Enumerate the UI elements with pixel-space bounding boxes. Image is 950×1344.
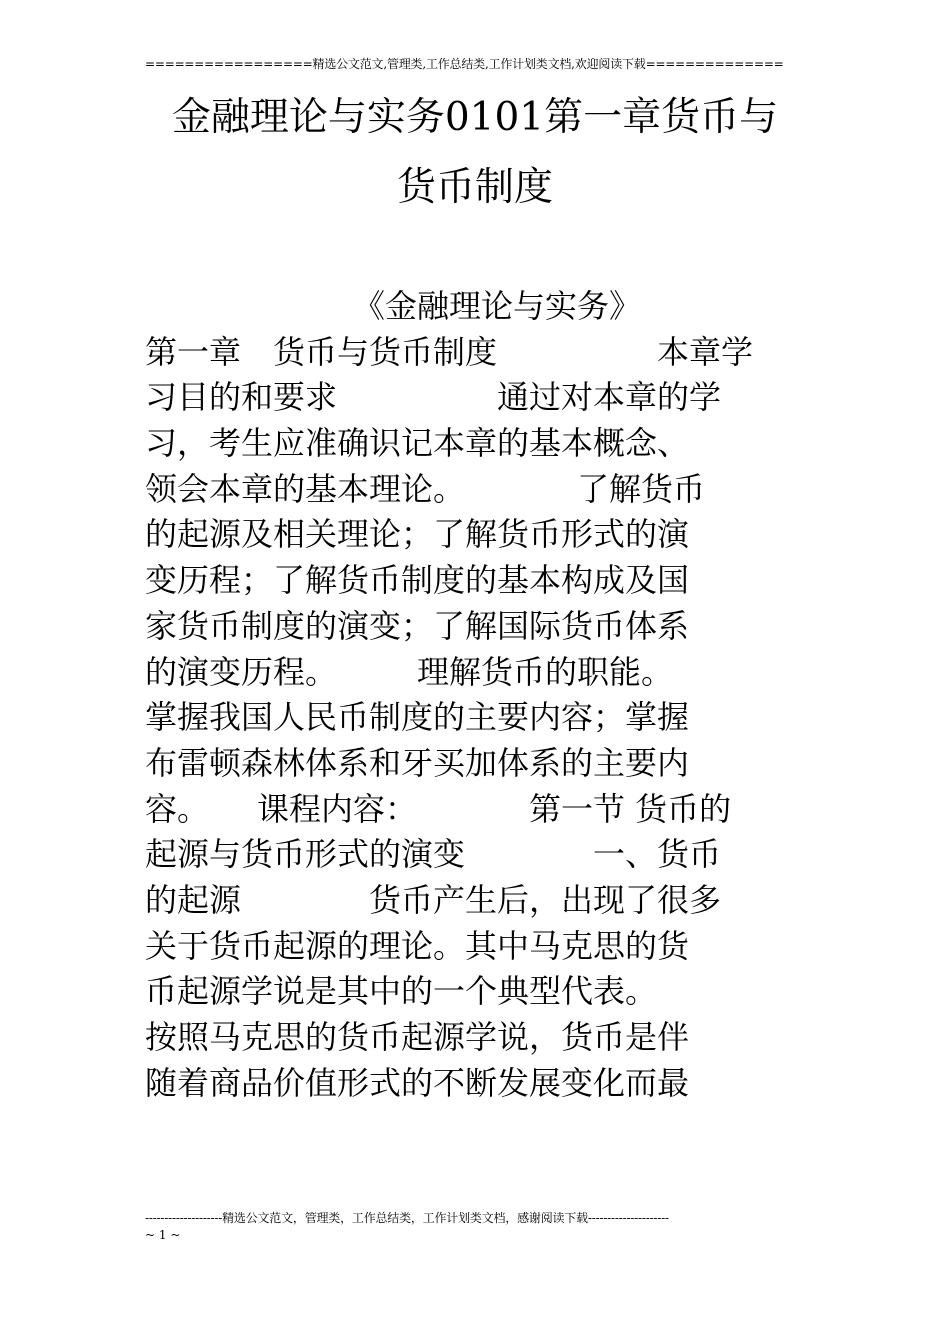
page-number: ~ 1 ~ [145, 1228, 181, 1242]
body-line: 币起源学说是其中的一个典型代表。 [145, 972, 658, 1011]
body-line: 随着商品价值形式的不断发展变化而最 [145, 1063, 690, 1102]
body-line: 的起源 货币产生后，出现了很多 [145, 880, 722, 919]
body-line: 起源与货币形式的演变 一、货币 [145, 835, 722, 874]
document-title-line-2: 货币制度 [396, 165, 553, 210]
body-line: 《金融理论与实务》 [145, 287, 642, 325]
body-line: 的演变历程。 理解货币的职能。 [145, 652, 674, 691]
body-line: 家货币制度的演变；了解国际货币体系 [145, 606, 690, 645]
body-line: 变历程；了解货币制度的基本构成及国 [145, 561, 690, 600]
document-title-line-1: 金融理论与实务0101第一章货币与 [171, 95, 779, 140]
body-text [145, 284, 805, 1106]
body-line: 按照马克思的货币起源学说，货币是伴 [145, 1018, 690, 1056]
body-line: 领会本章的基本理论。 了解货币 [145, 469, 706, 508]
body-line: 掌握我国人民币制度的主要内容；掌握 [145, 698, 690, 737]
body-line: 布雷顿森林体系和牙买加体系的主要内 [145, 743, 690, 782]
body-line: 习目的和要求 通过对本章的学 [145, 378, 722, 417]
body-line: 的起源及相关理论；了解货币形式的演 [145, 515, 690, 554]
body-line: 容。 课程内容： 第一节 货币的 [145, 789, 732, 828]
page-header: =================精选公文范文,管理类,工作总结类,工作计划类文档,欢迎阅读下载============== [145, 57, 784, 71]
page-footer: --------------------精选公文范文，管理类，工作总结类，工作计划类文档，感谢阅读下载--------------------- [145, 1211, 669, 1225]
body-line: 关于货币起源的理论。其中马克思的货 [145, 926, 690, 965]
body-line: 习，考生应准确识记本章的基本概念、 [145, 424, 690, 463]
body-line: 第一章 货币与货币制度 本章学 [145, 332, 754, 371]
